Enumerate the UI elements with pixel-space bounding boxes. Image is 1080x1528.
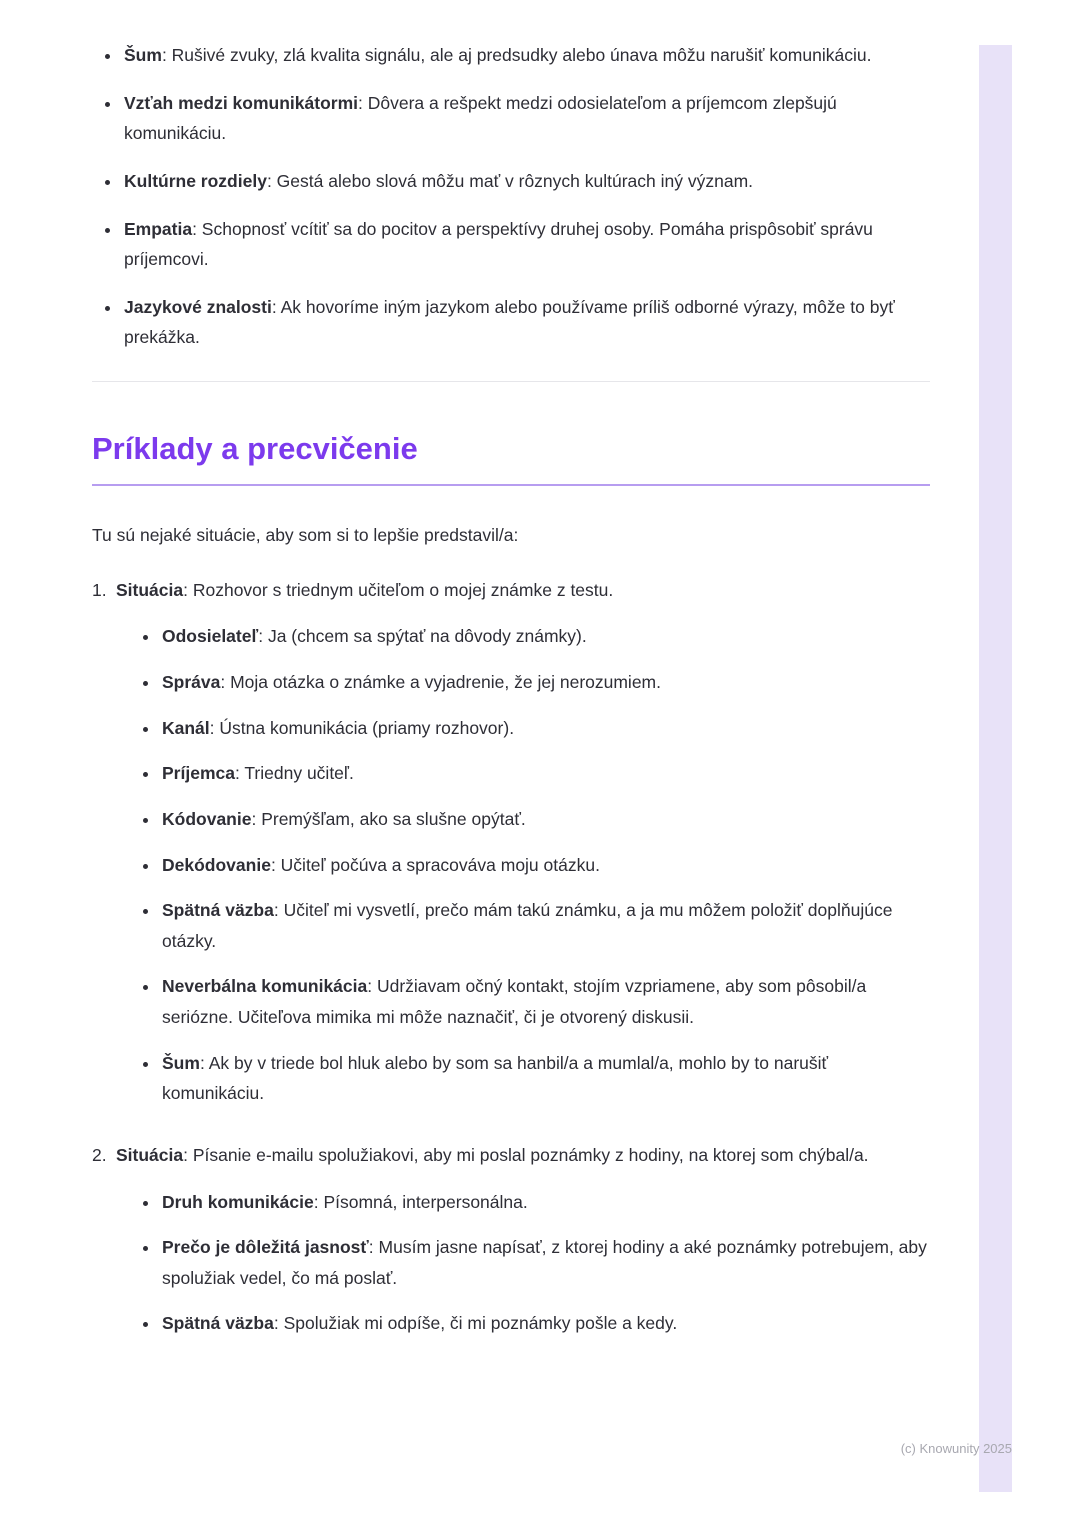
list-item-text: : Udržiavam očný kontakt, stojím vzpriamene, aby som pôsobil/a seriózne. Učiteľova mimika mi môže naznačiť, či je otvorený diskusii. <box>162 976 867 1028</box>
list-item-term: Kultúrne rozdiely <box>124 170 267 191</box>
list-item-text: : Moja otázka o známke a vyjadrenie, že jej nerozumiem. <box>220 672 661 693</box>
list-item-text: : Učiteľ počúva a spracováva moju otázku. <box>270 854 600 875</box>
situations-list <box>92 575 930 1354</box>
list-item-term: Dekódovanie <box>162 854 271 875</box>
list-item-text: : Triedny učiteľ. <box>234 763 354 784</box>
list-item <box>160 1232 930 1293</box>
list-item <box>160 1048 930 1109</box>
list-item-term: Spätná väzba <box>162 1313 274 1334</box>
list-item-term: Neverbálna komunikácia <box>162 976 368 997</box>
section-divider <box>92 381 930 382</box>
list-item-text: : Ja (chcem sa spýtať na dôvody známky). <box>258 626 587 647</box>
list-item-text: : Musím jasne napísať, z ktorej hodiny a aké poznámky potrebujem, aby spolužiak vedel, čo má poslať. <box>162 1237 927 1288</box>
section-title: Príklady a precvičenie <box>92 430 930 486</box>
situation-body <box>116 575 930 1124</box>
list-item-text: : Učiteľ mi vysvetlí, prečo mám takú známku, a ja mu môžem položiť doplňujúce otázky. <box>162 900 893 951</box>
list-item-text: : Rušivé zvuky, zlá kvalita signálu, ale aj predsudky alebo únava môžu narušiť komunikáciu. <box>161 45 872 65</box>
list-item-term: Druh komunikácie <box>162 1191 314 1212</box>
situation-item <box>92 575 930 1124</box>
list-item-text: : Dôvera a rešpekt medzi odosielateľom a príjemcom zlepšujú komunikáciu. <box>124 92 837 144</box>
list-item <box>160 667 930 698</box>
list-item <box>160 895 930 956</box>
list-item <box>122 88 930 149</box>
list-item <box>122 214 930 275</box>
list-item <box>122 166 930 197</box>
situation-body <box>116 1140 930 1354</box>
list-item-term: Vzťah medzi komunikátormi <box>124 92 358 113</box>
page-edge-strip <box>979 45 1012 1492</box>
list-item <box>160 850 930 881</box>
list-item-term: Príjemca <box>162 763 235 784</box>
list-item-term: Odosielateľ <box>162 626 259 647</box>
list-item-text: : Schopnosť vcítiť sa do pocitov a perspektívy druhej osoby. Pomáha prispôsobiť správu príjemcovi. <box>124 218 873 270</box>
list-item-text: : Ak hovoríme iným jazykom alebo používame príliš odborné výrazy, môže to byť prekážka. <box>124 296 895 348</box>
situation-term: Situácia <box>116 579 184 600</box>
list-item <box>160 621 930 652</box>
list-item-text: : Premýšľam, ako sa slušne opýtať. <box>251 808 526 829</box>
list-item <box>160 758 930 789</box>
list-item-term: Správa <box>162 672 221 693</box>
list-item <box>160 1308 930 1339</box>
situation-details-list <box>116 621 930 1109</box>
situation-text: : Písanie e-mailu spolužiakovi, aby mi poslal poznámky z hodiny, na ktorej som chýbal/a. <box>183 1144 869 1165</box>
list-item-text: : Ústna komunikácia (priamy rozhovor). <box>209 717 515 738</box>
situation-term: Situácia <box>116 1144 184 1165</box>
list-item <box>122 292 930 353</box>
list-item <box>160 971 930 1032</box>
list-item-term: Kódovanie <box>162 808 252 829</box>
communication-factors-list <box>92 40 930 353</box>
list-number: 2. <box>92 1144 107 1165</box>
list-number: 1. <box>92 579 107 600</box>
document-content <box>92 40 930 1354</box>
copyright-watermark: (c) Knowunity 2025 <box>900 1441 1012 1456</box>
list-item-term: Šum <box>162 1052 200 1073</box>
list-item <box>122 40 930 71</box>
situation-item <box>92 1140 930 1354</box>
section-intro: Tu sú nejaké situácie, aby som si to lepšie predstavil/a: <box>92 525 519 546</box>
list-item <box>160 1187 930 1218</box>
situation-text: : Rozhovor s triednym učiteľom o mojej známke z testu. <box>183 579 614 600</box>
list-item-text: : Gestá alebo slová môžu mať v rôznych kultúrach iný význam. <box>266 170 754 191</box>
list-item <box>160 804 930 835</box>
list-item-term: Šum <box>124 45 162 65</box>
list-item-text: : Ak by v triede bol hluk alebo by som sa hanbil/a a mumlal/a, mohlo by to narušiť komunikáciu. <box>162 1052 829 1104</box>
situation-details-list <box>116 1187 930 1340</box>
list-item-term: Jazykové znalosti <box>124 296 272 317</box>
list-item-term: Kanál <box>162 717 210 738</box>
list-item-term: Prečo je dôležitá jasnosť <box>162 1237 369 1258</box>
list-item-term: Empatia <box>124 218 193 239</box>
list-item-text: : Spolužiak mi odpíše, či mi poznámky pošle a kedy. <box>273 1313 678 1334</box>
list-item-text: : Písomná, interpersonálna. <box>313 1191 528 1212</box>
list-item <box>160 713 930 744</box>
list-item-term: Spätná väzba <box>162 900 274 921</box>
